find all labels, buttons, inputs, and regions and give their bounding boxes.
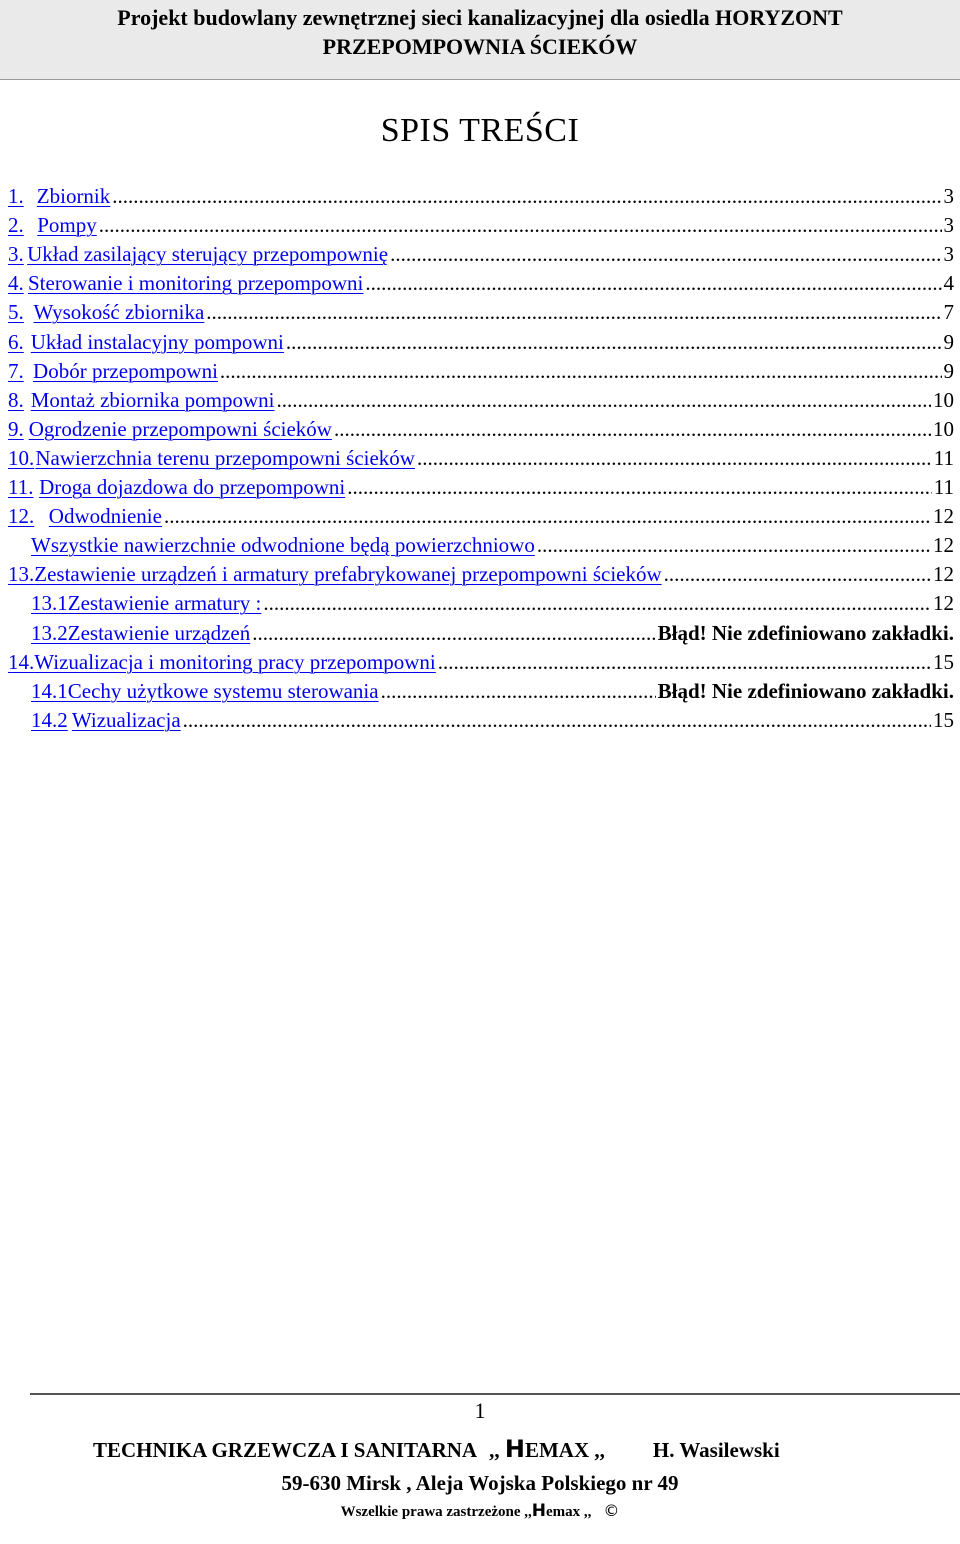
toc-entry-link[interactable]: Zbiornik: [36, 184, 111, 208]
toc-page-number: 4: [943, 271, 954, 296]
toc-entry-number[interactable]: 2.: [8, 213, 24, 238]
toc-entry[interactable]: [31, 619, 954, 648]
toc-entry[interactable]: [8, 560, 954, 589]
toc-entry[interactable]: [31, 677, 954, 706]
header-subtitle: PRZEPOMPOWNIA ŚCIEKÓW: [322, 34, 638, 59]
toc-entry[interactable]: [8, 473, 954, 502]
footer-quote-close: ,,: [594, 1438, 605, 1462]
toc-entry-number[interactable]: 11.: [8, 475, 34, 499]
toc-dot-leader: [537, 531, 931, 560]
toc-entry[interactable]: [31, 531, 954, 560]
toc-dot-leader: [263, 589, 931, 618]
toc-dot-leader: [277, 386, 932, 415]
copyright-icon: ©: [603, 1501, 620, 1520]
toc-entry-link[interactable]: Wszystkie nawierzchnie odwodnione będą powierzchniowo: [31, 533, 535, 558]
hemax-small-logo-letter: H: [531, 1501, 547, 1521]
toc-entry-link[interactable]: Ogrodzenie przepompowni ścieków: [28, 416, 332, 441]
toc-page-number: 10: [933, 416, 954, 441]
footer-quote-open: ,,: [489, 1438, 500, 1462]
toc-dot-leader: [112, 182, 941, 211]
toc-entry-link[interactable]: Wizualizacja i monitoring pracy przepompowni: [34, 649, 436, 674]
toc-dot-leader: [438, 648, 931, 677]
toc-dot-leader: [206, 298, 941, 327]
toc-entry[interactable]: [8, 328, 954, 357]
toc-page-number: 11: [933, 445, 954, 470]
footer-owner: H. Wasilewski: [652, 1438, 780, 1462]
footer-company-line: [93, 1436, 780, 1463]
hemax-logo-letter: H: [504, 1435, 525, 1463]
toc-page-number: 3: [943, 242, 954, 267]
footer-divider: [30, 1393, 960, 1395]
toc-entry-link[interactable]: Nawierzchnia terenu przepompowni ścieków: [35, 445, 415, 470]
toc-dot-leader: [220, 357, 942, 386]
toc-entry-number[interactable]: 3.: [8, 242, 24, 267]
toc-dot-leader: [334, 415, 931, 444]
footer-rights-quote-open: ,,: [524, 1504, 532, 1520]
toc-dot-leader: [252, 619, 655, 648]
toc-page-number: 10: [933, 387, 954, 412]
toc-dot-leader: [664, 560, 931, 589]
toc-entry-link[interactable]: Pompy: [37, 213, 97, 238]
toc-page-number: 3: [943, 213, 954, 238]
toc-entry-link[interactable]: Dobór przepompowni: [33, 358, 218, 383]
toc-entry-number[interactable]: 12.: [8, 504, 35, 529]
toc-entry-link[interactable]: Droga dojazdowa do przepompowni: [39, 475, 346, 499]
toc-dot-leader: [99, 211, 942, 240]
toc-entry-number[interactable]: 13.2: [31, 620, 68, 645]
toc-entry-link[interactable]: Odwodnienie: [48, 504, 162, 529]
toc-entry-link[interactable]: Układ instalacyjny pompowni: [30, 329, 284, 354]
toc-entry-link[interactable]: Zestawienie armatury :: [67, 591, 262, 616]
toc-dot-leader: [286, 328, 942, 357]
toc-entry-number[interactable]: 14.: [8, 649, 35, 674]
toc-entry-link[interactable]: Układ zasilający sterujący przepompownię: [27, 242, 389, 267]
toc-page-number: 12: [933, 562, 954, 587]
toc-page-number: Błąd! Nie zdefiniowano zakładki.: [657, 620, 954, 645]
header-project-title: Projekt budowlany zewnętrznej sieci kanalizacyjnej dla osiedla HORYZONT: [117, 5, 843, 30]
hemax-small-logo-text: emax: [546, 1504, 581, 1520]
toc-page-number: 11: [933, 475, 954, 499]
toc-page-number: 15: [933, 707, 954, 732]
toc-entry-link[interactable]: Zestawienie urządzeń: [67, 620, 251, 645]
toc-entry[interactable]: [8, 444, 954, 473]
toc-page-number: 9: [943, 358, 954, 383]
toc-page-number: 15: [933, 649, 954, 674]
footer-rights-line: [0, 1501, 960, 1522]
toc-entry-number[interactable]: 4.: [8, 271, 24, 296]
toc-dot-leader: [390, 240, 941, 269]
toc-page-number: 3: [943, 184, 954, 208]
footer-company: TECHNIKA GRZEWCZA I SANITARNA: [93, 1438, 478, 1462]
toc-entry[interactable]: [8, 357, 954, 386]
toc-dot-leader: [164, 502, 931, 531]
toc-entry-number[interactable]: 7.: [8, 358, 24, 383]
toc-entry-number[interactable]: 14.1: [31, 678, 68, 703]
toc-entry[interactable]: [8, 386, 954, 415]
toc-page-number: 12: [933, 533, 954, 558]
toc-entry-number[interactable]: 13.1: [31, 591, 68, 616]
toc-page-number: Błąd! Nie zdefiniowano zakładki.: [657, 678, 954, 703]
toc-page-number: 7: [943, 300, 954, 325]
toc-dot-leader: [183, 706, 931, 735]
toc-dot-leader: [347, 473, 932, 502]
toc-page-number: 9: [943, 329, 954, 354]
page-number: 1: [474, 1398, 486, 1423]
toc-entry-link[interactable]: Zestawienie urządzeń i armatury prefabrykowanej przepompowni ścieków: [34, 562, 662, 587]
toc-entry-number[interactable]: 1.: [8, 184, 24, 208]
page-header: [0, 0, 960, 80]
toc-entry-number[interactable]: 13.: [8, 562, 35, 587]
toc-entry-link[interactable]: Cechy użytkowe systemu sterowania: [67, 678, 379, 703]
toc-entry-number[interactable]: 10.: [8, 445, 35, 470]
toc-entry[interactable]: [8, 298, 954, 327]
toc-entry-number[interactable]: 8.: [8, 387, 24, 412]
toc-entry[interactable]: [8, 182, 954, 211]
toc-dot-leader: [365, 269, 941, 298]
toc-entry-link[interactable]: Wysokość zbiornika: [33, 300, 205, 325]
toc-entry[interactable]: [8, 415, 954, 444]
hemax-logo-text: EMAX: [524, 1438, 590, 1462]
toc-entry[interactable]: [8, 648, 954, 677]
toc-dot-leader: [417, 444, 932, 473]
toc-entry-number[interactable]: 14.2: [31, 707, 68, 732]
toc-entry[interactable]: [8, 269, 954, 298]
toc-dot-leader: [381, 677, 656, 706]
footer-rights-text: Wszelkie prawa zastrzeżone: [340, 1504, 521, 1520]
toc-entry[interactable]: [8, 502, 954, 531]
toc-entry-link[interactable]: Sterowanie i monitoring przepompowni: [27, 271, 364, 296]
toc-entry[interactable]: [31, 706, 954, 735]
toc-entry-number[interactable]: 6.: [8, 329, 24, 354]
toc-entry-number[interactable]: 9.: [8, 416, 24, 441]
toc-entry-link[interactable]: Wizualizacja: [71, 707, 181, 732]
footer-address: 59-630 Mirsk , Aleja Wojska Polskiego nr 49: [281, 1471, 679, 1495]
toc-title: SPIS TREŚCI: [380, 112, 580, 149]
toc-entry[interactable]: [8, 211, 954, 240]
toc-page-number: 12: [933, 504, 954, 529]
toc-entry-number[interactable]: 5.: [8, 300, 24, 325]
toc-page-number: 12: [933, 591, 954, 616]
toc-entry[interactable]: [8, 240, 954, 269]
footer-rights-quote-close: ,,: [583, 1504, 592, 1520]
toc-entry-link[interactable]: Montaż zbiornika pompowni: [30, 387, 275, 412]
toc-entry[interactable]: [31, 589, 954, 618]
